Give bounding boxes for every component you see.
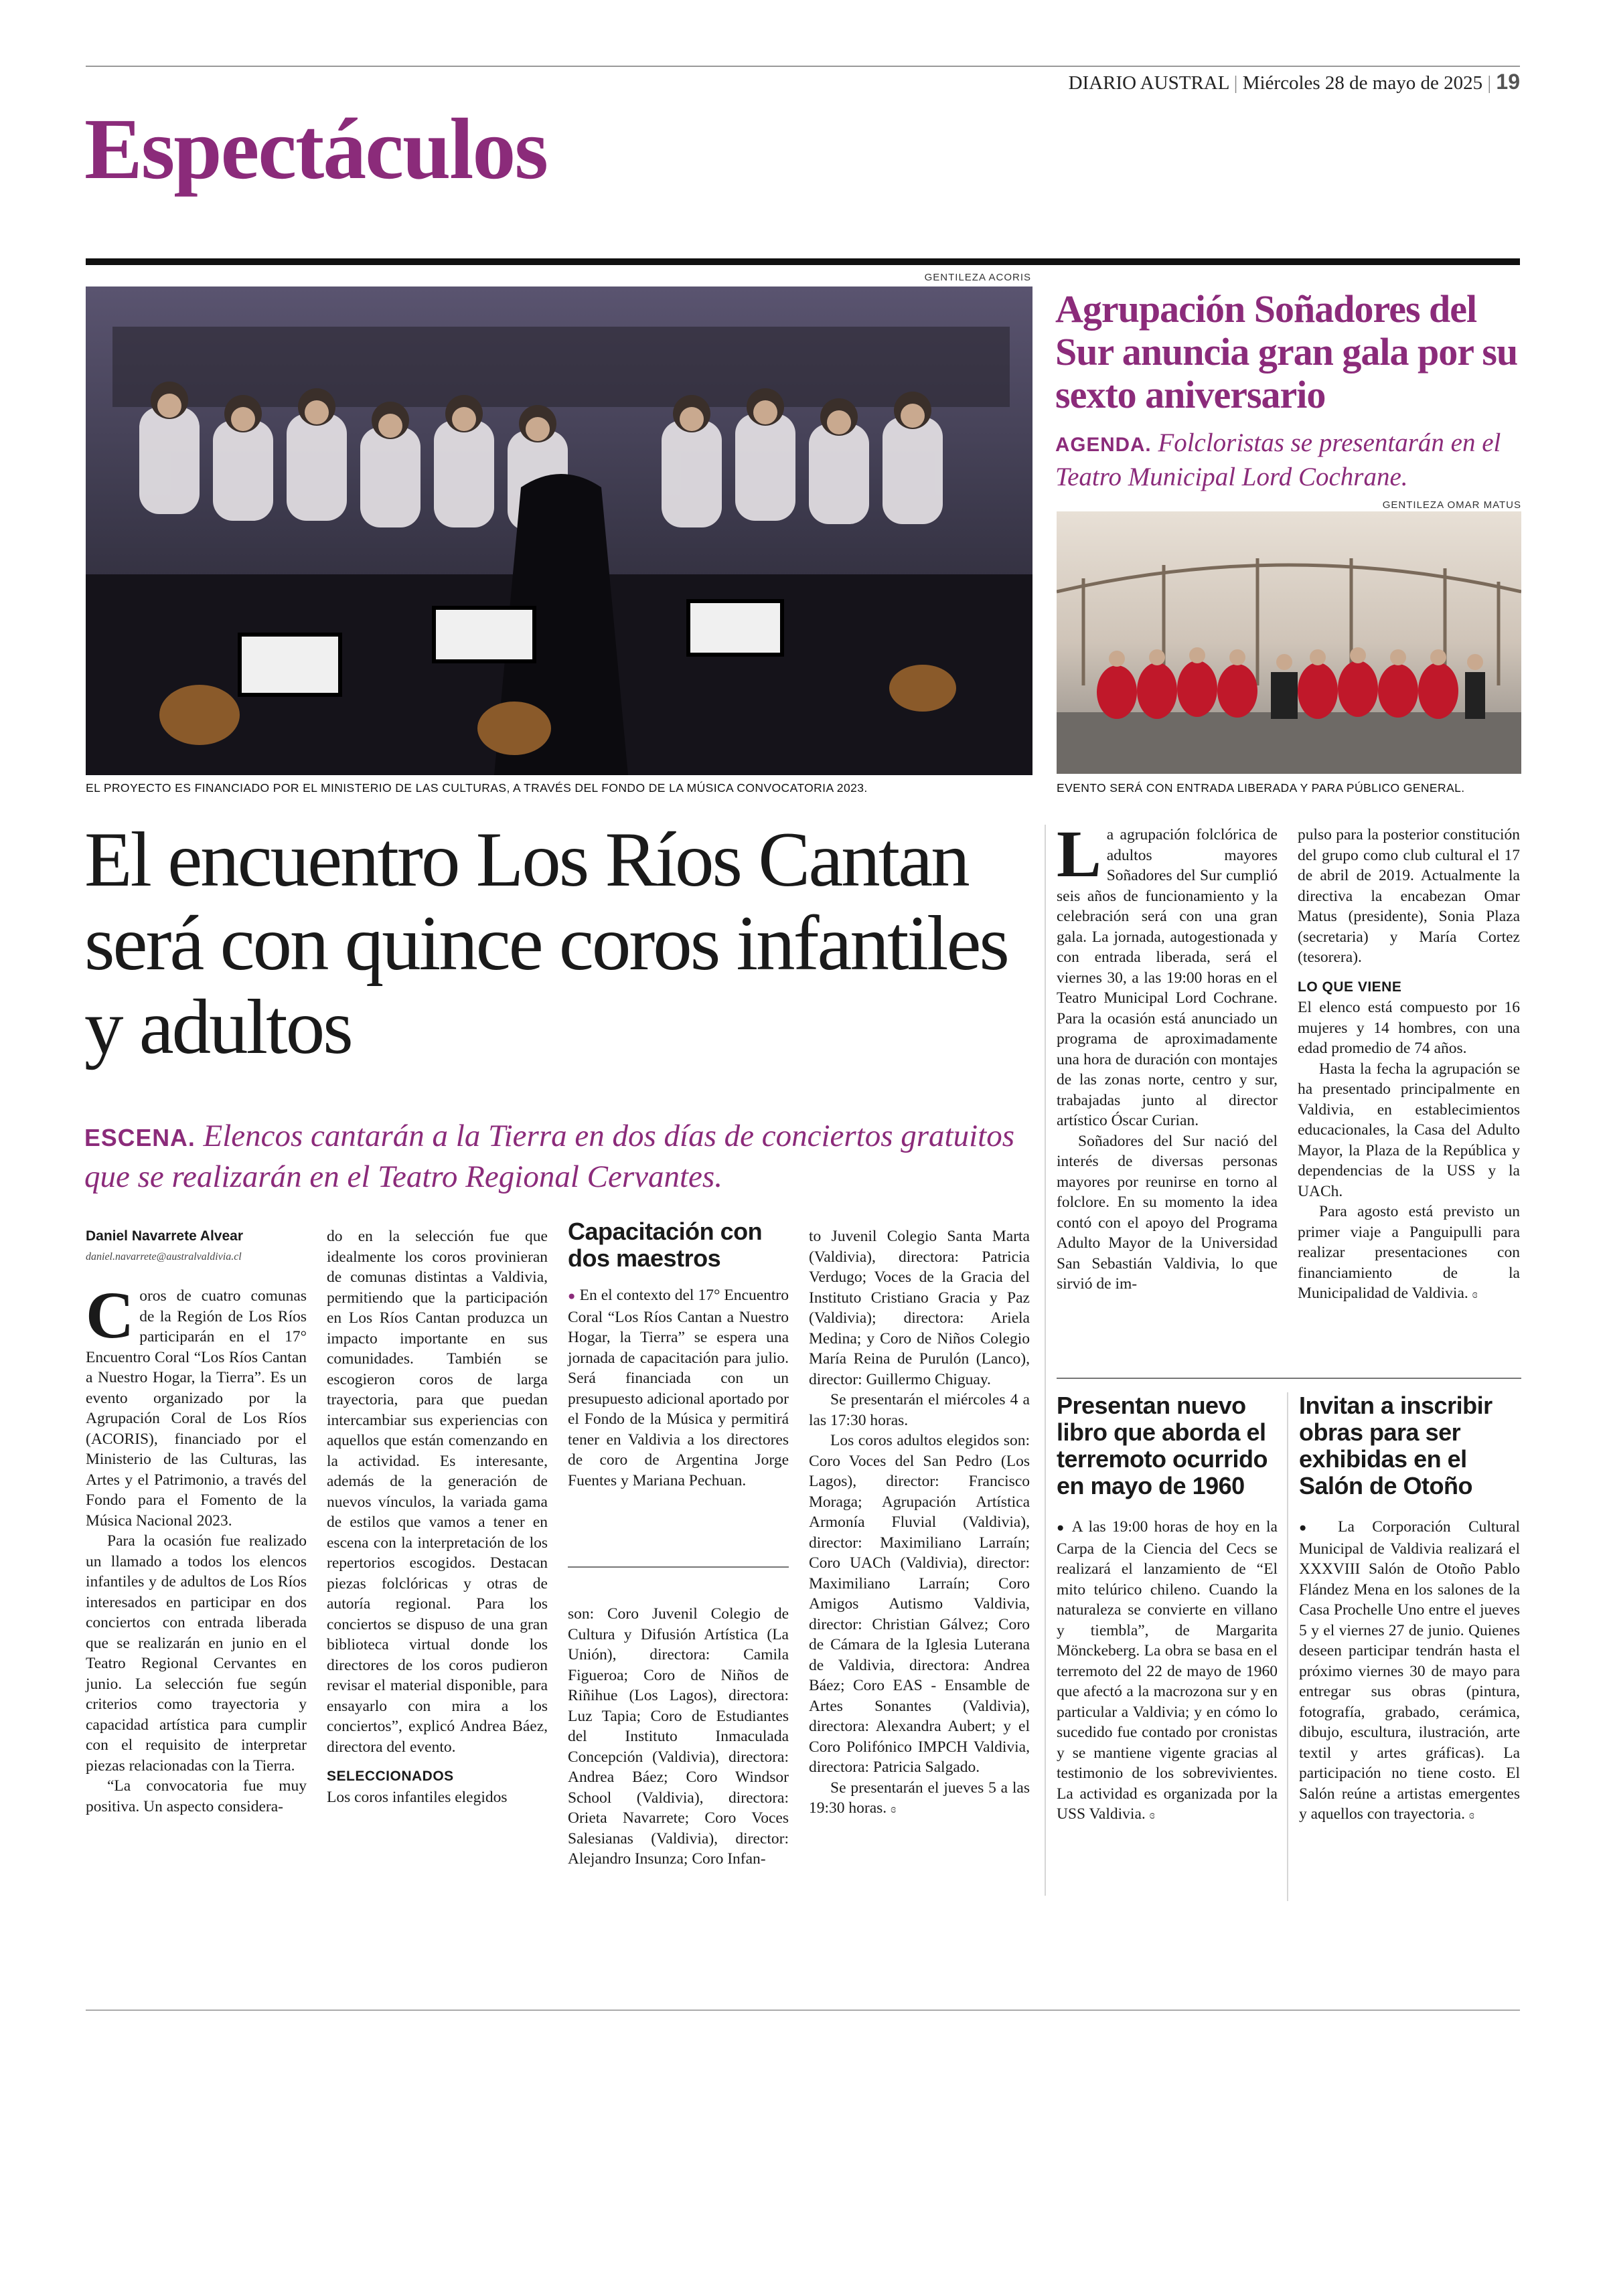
side-photo-credit: GENTILEZA OMAR MATUS [1382,499,1521,511]
main-col4-paragraph-2: Se presentarán el miércoles 4 a las 17:30 horas. [809,1391,1030,1429]
main-col1-paragraph-2: Para la ocasión fue realizado un llamado a todos los elencos infantiles y de adultos de Los Ríos interesados en participar en dos conciertos con entrada liberada que se realizarán en junio en el Teatro Regional Cervantes en junio. La selección fue según criterios como trayectoria y capacidad artística para cumplir con el requisito de interpretar piezas relacionadas con la Tierra. [86,1532,307,1775]
side-column-2 [1298,825,1520,1305]
side-kicker: AGENDA. [1055,434,1152,456]
brief-libro-text [1057,1517,1278,1825]
main-col2-paragraph-1: do en la selección fue que idealmente los coros provinieran de comunas distintas a Valdivia, permitiendo que la participación en Los Ríos Cantan produzca un impacto importante en sus comunidades. También se escogieron coros de larga trayectoria, para que puedan intercambiar sus experiencias con aquellos que están comenzando en la actividad. Es interesante, además de la generación de nuevos vínculos, la variada gama de estilos que vamos a tener en escena con la interpretación de los repertorios escogidos. Destacan piezas folclóricas y otras de autoría regional. Para los conciertos se dispuso de una gran biblioteca virtual donde los directores de los coros pudieron revisar el material disponible, para ensayarlo con mira a los conciertos”, explicó Andrea Báez, directora del evento. [327,1228,548,1756]
main-column-3 [568,1604,789,1870]
dance-group-photo-illustration [1057,511,1521,774]
bullet-icon: ● [568,1289,576,1303]
section-rule [86,258,1520,265]
end-mark-icon: ɞ [1472,1287,1478,1301]
brief-salon-title: Invitan a inscribir obras para ser exhibidas en el Salón de Otoño [1299,1392,1493,1499]
main-subhead-seleccionados: SELECCIONADOS [327,1769,454,1784]
side-lead-text: Folcloristas se presentarán en el Teatro Municipal Lord Cochrane. [1055,428,1501,491]
side-column-1 [1057,817,1278,1295]
side-col1-paragraph-2: Soñadores del Sur nació del interés de diversas personas mayores por reunirse en torno al folclore. En su momento la idea contó con el apoyo del Programa Adulto Mayor de la Universidad San Sebastián Valdivia, lo que sirvió de im- [1057,1132,1278,1293]
main-col4-paragraph-3: Los coros adultos elegidos son: Coro Voces del San Pedro (Los Lagos), director: Francisco Moraga; Agrupación Artística Armonía Fluvial (Valdivia), director: Maximiliano Larraín; Coro UACh (Valdivia), director: Maximiliano Larraín; Coro Amigos Autismo Valdivia, director: Christian Gálvez; Coro de Cámara de la Iglesia Luterana de Valdivia, directora: Andrea Báez; Coro EAS - Ensamble de Artes Sonantes (Valdivia), directora: Alexandra Aubert; y el Coro Polifónico IMPCH Valdivia, directora: Patricia Salgado. [809,1432,1030,1776]
side-col2-p4-text: Para agosto está previsto un primer viaje a Panguipulli para realizar presentaciones con financiamiento de la Municipalidad de Valdivia. [1298,1203,1520,1302]
box-bottom-rule [568,1566,789,1568]
capacitacion-box [568,1218,789,1491]
end-mark-icon: ɞ [1149,1808,1155,1821]
paper-name: DIARIO AUSTRAL [1068,72,1229,94]
side-photo [1057,511,1521,774]
side-headline: Agrupación Soñadores del Sur anuncia gran gala por su sexto aniversario [1055,287,1518,416]
main-col4-p4-text: Se presentarán el jueves 5 a las 19:30 horas. [809,1779,1030,1817]
side-lead [1055,427,1524,493]
main-col1-paragraph-1 [86,1278,307,1531]
end-mark-icon: ɞ [1468,1808,1474,1821]
main-column-2 [327,1226,548,1807]
capacitacion-box-title: Capacitación con dos maestros [568,1218,763,1272]
bottom-rule [86,2010,1520,2011]
main-dropcap: C [86,1278,135,1352]
bullet-icon: ● [1299,1521,1320,1535]
brief-salon-body: La Corporación Cultural Municipal de Valdivia realizará el XXXVIII Salón de Otoño Pablo Flández Mena en los salones de la Casa Prochelle Uno entre el jueves 5 y el viernes 27 de junio. Quienes deseen participar tendrán hasta el próximo viernes 30 de mayo para entregar sus obras (pintura, fotografía, grabado, cerámica, dibujo, escultura, ilustración, arte textil y artes gráficas). La participación no tiene costo. El Salón reúne a artistas emergentes y aquellos con trayectoria. [1299,1518,1520,1823]
main-col4-paragraph-1: to Juvenil Colegio Santa Marta (Valdivia), directora: Patricia Verdugo; Voces de la Gracia del Instituto Cristiano Gracia y Paz (Valdivia); directora: Ariela Medina; y Coro de Niños Colegio María Reina de Purulón (Lanco), director: Guillermo Chiguay. [809,1228,1030,1388]
main-photo-caption: EL PROYECTO ES FINANCIADO POR EL MINISTERIO DE LAS CULTURAS, A TRAVÉS DEL FONDO DE LA MÚSICA CONVOCATORIA 2023. [86,781,868,795]
top-rule [86,66,1520,67]
vertical-separator [1045,825,1046,1896]
side-photo-caption: EVENTO SERÁ CON ENTRADA LIBERADA Y PARA PÚBLICO GENERAL. [1057,781,1465,795]
page-number: 19 [1496,70,1520,94]
choir-photo-illustration [86,286,1032,775]
briefs-vertical-separator [1287,1392,1288,1901]
main-kicker: ESCENA. [84,1125,196,1151]
main-lead [84,1117,1022,1196]
brief-libro-body: A las 19:00 horas de hoy en la Carpa de la Ciencia del Cecs se realizará el lanzamiento de “El mito telúrico chileno. Cuando la naturaleza se convierte en villano y tiembla”, de Margarita Mönckeberg. La obra se basa en el terremoto del 22 de mayo de 1960 que afectó a la macrozona sur y en particular a Valdivia; y en cómo lo sucedido fue contado por cronistas y se mantiene vigente gracias al testimonio de los sobrevivientes. La actividad es organizada por la USS Valdivia. [1057,1518,1278,1823]
main-headline: El encuentro Los Ríos Cantan será con quince coros infantiles y adultos [84,817,1008,1070]
main-column-4 [809,1226,1030,1819]
issue-date: Miércoles 28 de mayo de 2025 [1242,72,1483,94]
briefs-top-rule [1057,1378,1521,1379]
masthead: DIARIO AUSTRAL | Miércoles 28 de mayo de 2025 | 19 [1068,70,1520,94]
side-subhead-lo-que-viene: LO QUE VIENE [1298,979,1402,995]
main-col2-paragraph-2: Los coros infantiles elegidos [327,1788,508,1806]
author-email: daniel.navarrete@australvaldivia.cl [86,1250,242,1262]
brief-salon [1299,1392,1520,1825]
side-col1-paragraph-1 [1057,817,1278,1131]
brief-libro-title: Presentan nuevo libro que aborda el terremoto ocurrido en mayo de 1960 [1057,1392,1268,1499]
side-col1-p1-text: a agrupación folclórica de adultos mayores Soñadores del Sur cumplió seis años de funcionamiento y la celebración será con una gran gala. La jornada, autogestionada y con entrada liberada, será el viernes 30, a las 19:00 horas en el Teatro Municipal Lord Cochrane. Para la ocasión está anunciado un programa de aproximadamente una hora de duración con montajes de las zonas norte, centro y sur, trabajadas junto al director artístico Óscar Curian. [1057,826,1278,1129]
capacitacion-text: En el contexto del 17° Encuentro Coral “Los Ríos Cantan a Nuestro Hogar, la Tierra” se espera una jornada de capacitación para julio. Será financiada con un presupuesto adicional aportado por el Fondo de la Música y permitirá tener en Valdivia a los directores de coro de Argentina Jorge Fuentes y Mariana Pechuan. [568,1287,789,1489]
main-col3-paragraph-1: son: Coro Juvenil Colegio de Cultura y Difusión Artística (La Unión), directora: Camila Figueroa; Coro de Niños de Riñihue (Los Lagos), directora: Luz Tapia; Coro de Estudiantes del Instituto Inmaculada Concepción (Valdivia), directora: Andrea Báez; Coro Windsor School (Valdivia), directora: Orieta Navarrete; Coro Voces Salesianas (Valdivia), director: Alejandro Insunza; Coro Infan- [568,1605,789,1868]
main-col1-paragraph-3: “La convocatoria fue muy positiva. Un aspecto considera- [86,1777,307,1815]
side-col2-paragraph-1: pulso para la posterior constitución del grupo como club cultural el 17 de abril de 2019. Actualmente la directiva la encabezan Omar Matus (presidente), Sonia Plaza (secretaria) y María Cortez (tesorera). [1298,826,1520,966]
capacitacion-box-text [568,1285,789,1491]
main-photo-credit: GENTILEZA ACORIS [924,272,1031,283]
main-photo [86,286,1032,775]
main-col4-paragraph-4 [809,1778,1030,1819]
section-title: Espectáculos [84,101,547,197]
side-col2-paragraph-2: El elenco está compuesto por 16 mujeres y 14 hombres, con una edad promedio de 74 años. [1298,999,1520,1057]
byline: Daniel Navarrete Alvear [86,1228,244,1244]
side-col2-paragraph-3: Hasta la fecha la agrupación se ha presentado principalmente en Valdivia, en establecimientos educacionales, la Casa del Adulto Mayor, la Plaza de la República y dependencias de la USS y la UACh. [1298,1060,1520,1200]
brief-salon-text [1299,1517,1520,1825]
end-mark-icon: ɞ [891,1802,897,1815]
side-col2-paragraph-4 [1298,1202,1520,1305]
main-col1-p1-text: oros de cuatro comunas de la Región de Los Ríos participarán en el 17° Encuentro Coral “Los Ríos Cantan a Nuestro Hogar, la Tierra”. Es un evento organizado por la Agrupación Coral de Los Ríos (ACORIS), financiado por el Ministerio de las Culturas, las Artes y el Patrimonio, a través del Fondo para el Fomento de la Música Nacional 2023. [86,1287,307,1530]
bullet-icon: ● [1057,1521,1067,1535]
main-column-1 [86,1226,307,1817]
main-lead-text: Elencos cantarán a la Tierra en dos días de conciertos gratuitos que se realizarán en el Teatro Regional Cervantes. [84,1119,1015,1194]
side-dropcap: L [1057,817,1101,891]
brief-libro [1057,1392,1278,1825]
